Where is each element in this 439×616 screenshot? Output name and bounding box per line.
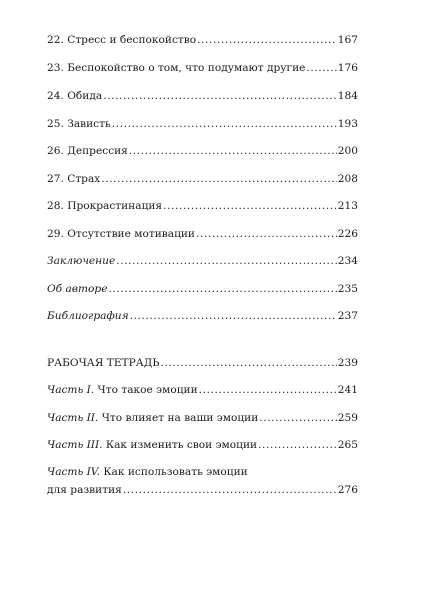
toc-entry-title: 22. Стресс и беспокойство <box>47 34 197 46</box>
toc-entry-part <box>47 436 358 454</box>
dot-leader <box>116 252 337 270</box>
toc-entry-page: 184 <box>337 90 358 102</box>
part-page: 259 <box>337 412 358 424</box>
toc-entry-title: 25. Зависть <box>47 118 111 130</box>
toc-entry <box>47 31 358 49</box>
part-prefix: Часть III. <box>47 439 103 451</box>
part-prefix: Часть II. <box>47 412 99 424</box>
dot-leader <box>196 225 337 243</box>
toc-entry-bibliography <box>47 307 358 325</box>
toc-entry-page: 237 <box>337 310 358 322</box>
part-title: Что такое эмоции <box>97 384 198 396</box>
toc-entry-part <box>47 409 358 427</box>
toc-entry-page: 208 <box>337 173 358 185</box>
dot-leader <box>108 280 336 298</box>
dot-leader <box>103 87 337 105</box>
workbook-page: 239 <box>337 357 358 369</box>
toc-entry-page: 176 <box>337 62 358 74</box>
toc-entry-title: Об авторе <box>47 283 108 295</box>
part-title: Что влияет на ваши эмоции <box>101 412 259 424</box>
toc-entry-page: 193 <box>337 118 358 130</box>
dot-leader <box>112 115 337 133</box>
toc-entry-part-line2 <box>47 481 358 499</box>
toc-entry-part-line1 <box>47 463 358 481</box>
part-page: 276 <box>337 484 358 496</box>
dot-leader <box>258 436 337 454</box>
toc-entry-page: 213 <box>337 200 358 212</box>
toc-entry-about-author <box>47 280 358 298</box>
dot-leader <box>199 381 337 399</box>
toc-entry-title: 29. Отсутствие мотивации <box>47 228 195 240</box>
toc-entry-title: 28. Прокрастинация <box>47 200 163 212</box>
toc-entry <box>47 170 358 188</box>
dot-leader <box>130 307 337 325</box>
toc-entry-title: 27. Страх <box>47 173 101 185</box>
dot-leader <box>306 59 336 77</box>
part-title-continued: для развития <box>47 484 122 496</box>
toc-entry-title: 24. Обида <box>47 90 103 102</box>
toc-entry-page: 200 <box>337 145 358 157</box>
toc-entry-title: 23. Беспокойство о том, что подумают другие <box>47 62 306 74</box>
part-title: Как изменить свои эмоции <box>105 439 258 451</box>
toc-entry-title: Библиография <box>47 310 129 322</box>
toc-entry-page: 167 <box>337 34 358 46</box>
toc-entry-conclusion <box>47 252 358 270</box>
dot-leader <box>161 354 337 372</box>
dot-leader <box>101 170 337 188</box>
toc-entry-page: 234 <box>337 255 358 267</box>
dot-leader <box>259 409 337 427</box>
toc-entry <box>47 115 358 133</box>
part-prefix: Часть I. <box>47 384 95 396</box>
part-page: 241 <box>337 384 358 396</box>
toc-entry <box>47 225 358 243</box>
workbook-title: РАБОЧАЯ ТЕТРАДЬ <box>47 357 160 369</box>
toc-entry <box>47 142 358 160</box>
toc-entry-title: Заключение <box>47 255 116 267</box>
toc-entry-title: 26. Депрессия <box>47 145 128 157</box>
toc-entry <box>47 87 358 105</box>
dot-leader <box>163 197 337 215</box>
dot-leader <box>129 142 337 160</box>
toc-entry-page: 226 <box>337 228 358 240</box>
toc-entry-page: 235 <box>337 283 358 295</box>
toc-entry-part <box>47 381 358 399</box>
toc-entry <box>47 59 358 77</box>
toc-entry <box>47 197 358 215</box>
part-prefix: Часть IV. <box>47 466 100 478</box>
part-page: 265 <box>337 439 358 451</box>
part-title: Как использовать эмоции <box>103 466 248 478</box>
dot-leader <box>123 481 337 499</box>
toc-entry-workbook <box>47 354 358 372</box>
dot-leader <box>197 31 337 49</box>
